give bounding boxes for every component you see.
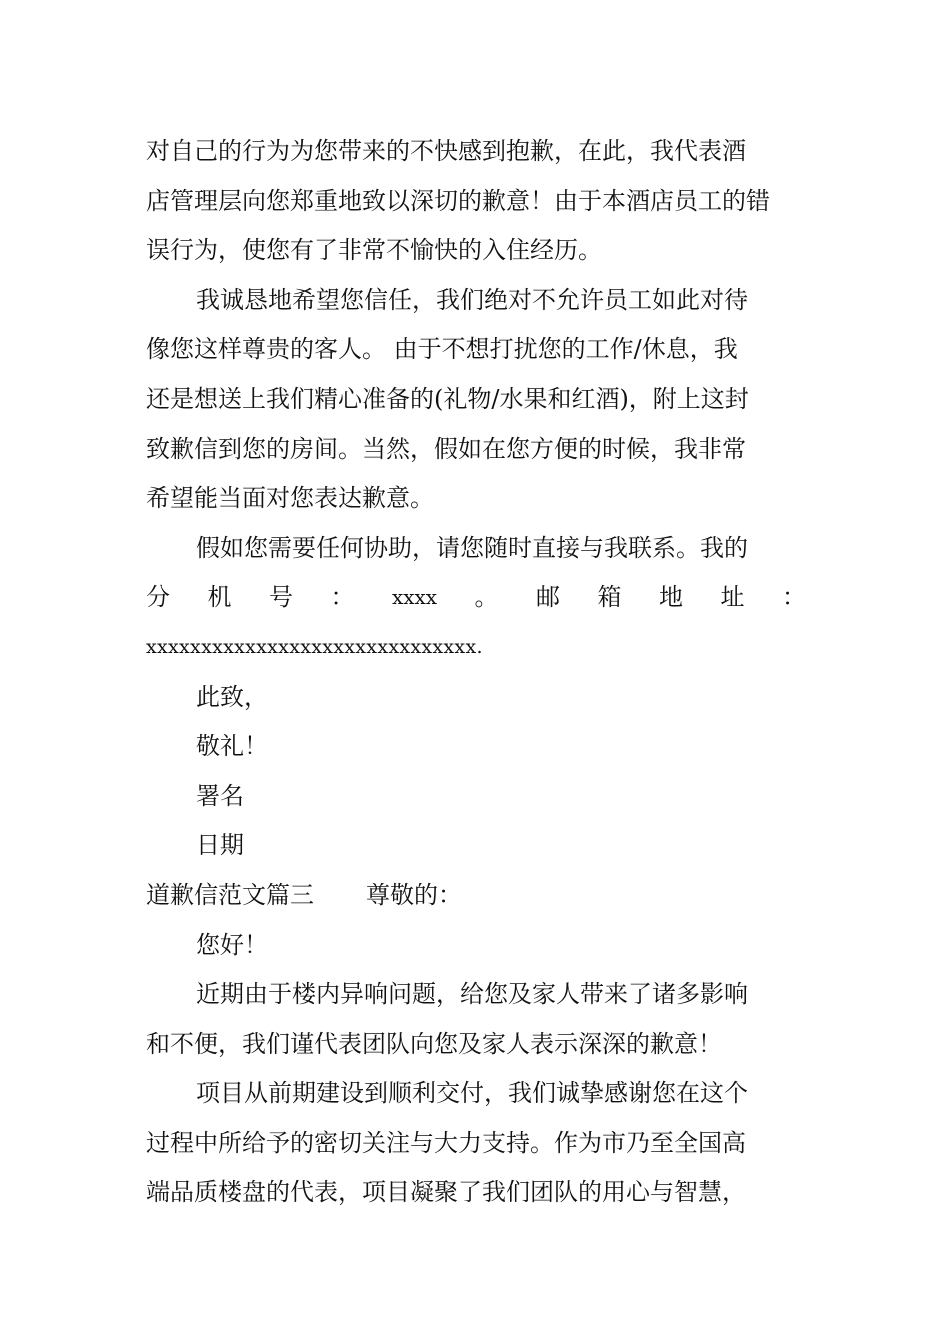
contact-char: ：: [781, 583, 806, 612]
section-heading-line: [146, 871, 806, 921]
text-line: 和不便，我们谨代表团队向您及家人表示深深的歉意！: [146, 1029, 722, 1058]
document-page: [146, 127, 806, 1218]
text-line: 假如您需要任何协助，请您随时直接与我联系。我的: [196, 533, 748, 562]
contact-char: 箱: [597, 583, 622, 612]
contact-char: 分: [146, 583, 170, 612]
contact-char: 址: [720, 583, 745, 612]
contact-char: 邮: [536, 583, 561, 612]
phone-extension: xxxx: [391, 585, 438, 610]
text-line: 端品质楼盘的代表，项目凝聚了我们团队的用心与智慧，: [146, 1178, 746, 1207]
text-line: 希望能当面对您表达歉意。: [146, 484, 434, 513]
contact-char: ：: [330, 583, 355, 612]
text-line: 像您这样尊贵的客人。 由于不想打扰您的工作/休息，我: [146, 335, 738, 364]
section-title: 道歉信范文篇三: [146, 880, 314, 909]
text-line: 我诚恳地希望您信任，我们绝对不允许员工如此对待: [196, 285, 748, 314]
signature-line: 署名: [196, 781, 244, 810]
text-line: 近期由于楼内异响问题，给您及家人带来了诸多影响: [196, 980, 748, 1009]
text-line: 过程中所给予的密切关注与大力支持。作为市乃至全国高: [146, 1128, 746, 1157]
text-line: 还是想送上我们精心准备的(礼物/水果和红酒)，附上这封: [146, 384, 749, 413]
text-line: 对自己的行为为您带来的不快感到抱歉，在此，我代表酒: [146, 137, 746, 165]
closing-line: 此致，: [196, 682, 268, 711]
contact-char: 机: [207, 583, 232, 612]
contact-char: 号: [268, 583, 293, 612]
text-line: 项目从前期建设到顺利交付，我们诚挚感谢您在这个: [196, 1079, 748, 1108]
text-line: 致歉信到您的房间。当然，假如在您方便的时候，我非常: [146, 434, 746, 463]
closing-line: 敬礼！: [196, 732, 268, 761]
greeting: 您好！: [196, 930, 268, 959]
email-address: xxxxxxxxxxxxxxxxxxxxxxxxxxxxxx.: [146, 635, 483, 658]
date-line: 日期: [196, 831, 244, 860]
text-line: 误行为，使您有了非常不愉快的入住经历。: [146, 236, 602, 265]
salutation: 尊敬的：: [366, 880, 462, 909]
contact-line: [146, 573, 806, 623]
text-line: 店管理层向您郑重地致以深切的歉意！由于本酒店员工的错: [146, 186, 770, 215]
contact-char: 。: [474, 583, 499, 612]
contact-char: 地: [659, 583, 683, 612]
